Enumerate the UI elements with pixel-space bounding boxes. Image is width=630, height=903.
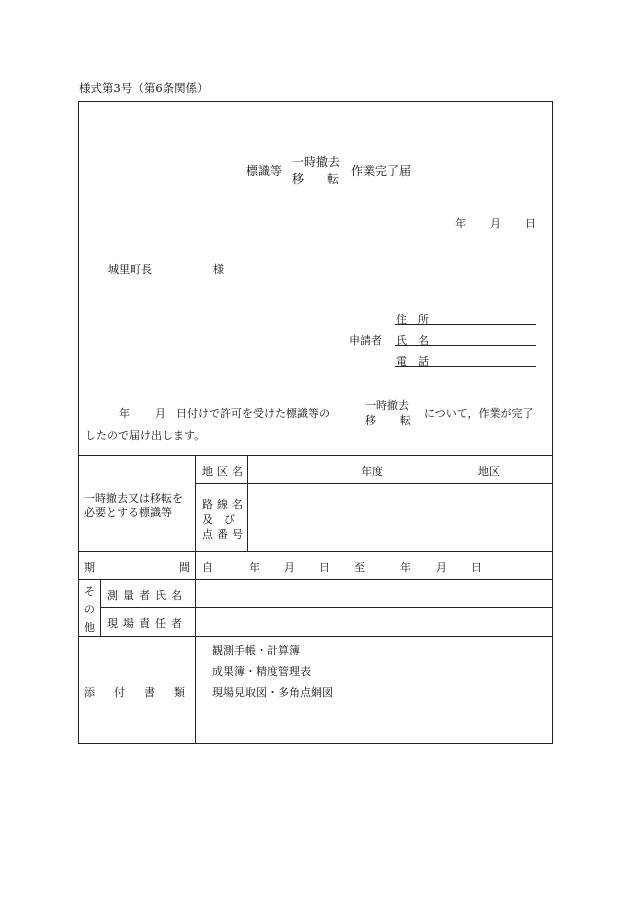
other-mid-line [100,607,553,608]
district-label [202,463,247,479]
form-label: 様式第3号（第6条関係） [79,81,209,95]
applicant-name-label: 氏 名 [396,334,429,347]
route-label-line1: 路線名 [202,498,247,511]
attachment-item-1: 観測手帳・計算簿 [212,644,300,657]
route-label-line3: 点番号 [202,528,247,541]
attach-top-line [78,636,553,637]
applicant-label: 申請者 [349,334,382,347]
body-line1-end: について，作業が完了 [424,407,534,420]
district-label-text: 地区名 [202,465,247,478]
period-day2: 日 [471,561,482,574]
period-to: 至 [354,561,365,574]
address-underline [395,324,536,325]
addressee-name: 城里町長 [108,263,152,276]
date-month: 月 [490,217,501,230]
attachments-label: 添付書類 [84,686,204,699]
surveyor-label: 測量者氏名 [107,589,187,602]
table-top-line [78,455,553,456]
attachment-item-2: 成果簿・精度管理表 [212,665,311,678]
other-top-line [78,579,553,580]
site-manager-label: 現場責任者 [107,617,187,630]
title-upper: 一時撤去 [292,155,341,169]
period-from: 自 [202,561,213,574]
date-year: 年 [455,217,466,230]
route-label-line2: 及 び [202,513,235,526]
label-col-line-period [195,551,196,579]
row1-header-line1: 一時撤去又は移転を [84,492,183,505]
period-label-right: 間 [179,561,190,574]
title-prefix: 標識等 [246,164,283,178]
date-day: 日 [525,217,536,230]
period-year2: 年 [400,561,411,574]
body-lower-left: 移 [365,414,376,427]
title-lower-left: 移 [292,172,305,186]
period-top-line [78,551,553,552]
other-col-line [100,579,101,636]
other-char-3: 他 [84,621,95,634]
fiscal-year-label: 年度 [361,465,383,478]
applicant-address-label: 住 所 [396,313,429,326]
period-label-left: 期 [84,561,95,574]
attachment-item-3: 現場見取図・多角点網図 [212,686,333,699]
period-day1: 日 [319,561,330,574]
body-upper: 一時撤去 [365,399,409,412]
addressee-honorific: 様 [213,263,224,276]
period-month2: 月 [436,561,447,574]
title-suffix: 作業完了届 [351,164,412,178]
other-char-2: の [84,603,95,616]
period-month1: 月 [284,561,295,574]
body-month: 月 [155,407,166,420]
applicant-phone-label: 電 話 [396,355,429,368]
other-char-1: そ [84,585,95,598]
body-lower-right: 転 [400,414,411,427]
row1-header-line2: 必要とする標識等 [84,506,172,519]
name-underline [395,345,536,346]
period-year1: 年 [249,561,260,574]
title-lower-right: 転 [327,172,340,186]
body-year: 年 [119,407,130,420]
label-col-line-top [195,455,196,551]
body-line1-mid: 日付けで許可を受けた標識等の [176,407,330,420]
district-suffix-label: 地区 [478,465,500,478]
district-row-line [195,483,553,484]
body-line2: したので届け出します。 [85,429,206,442]
label-col-line-other [195,579,196,636]
form-frame [78,101,553,744]
phone-underline [395,366,536,367]
sub-label-col-line [247,455,248,551]
